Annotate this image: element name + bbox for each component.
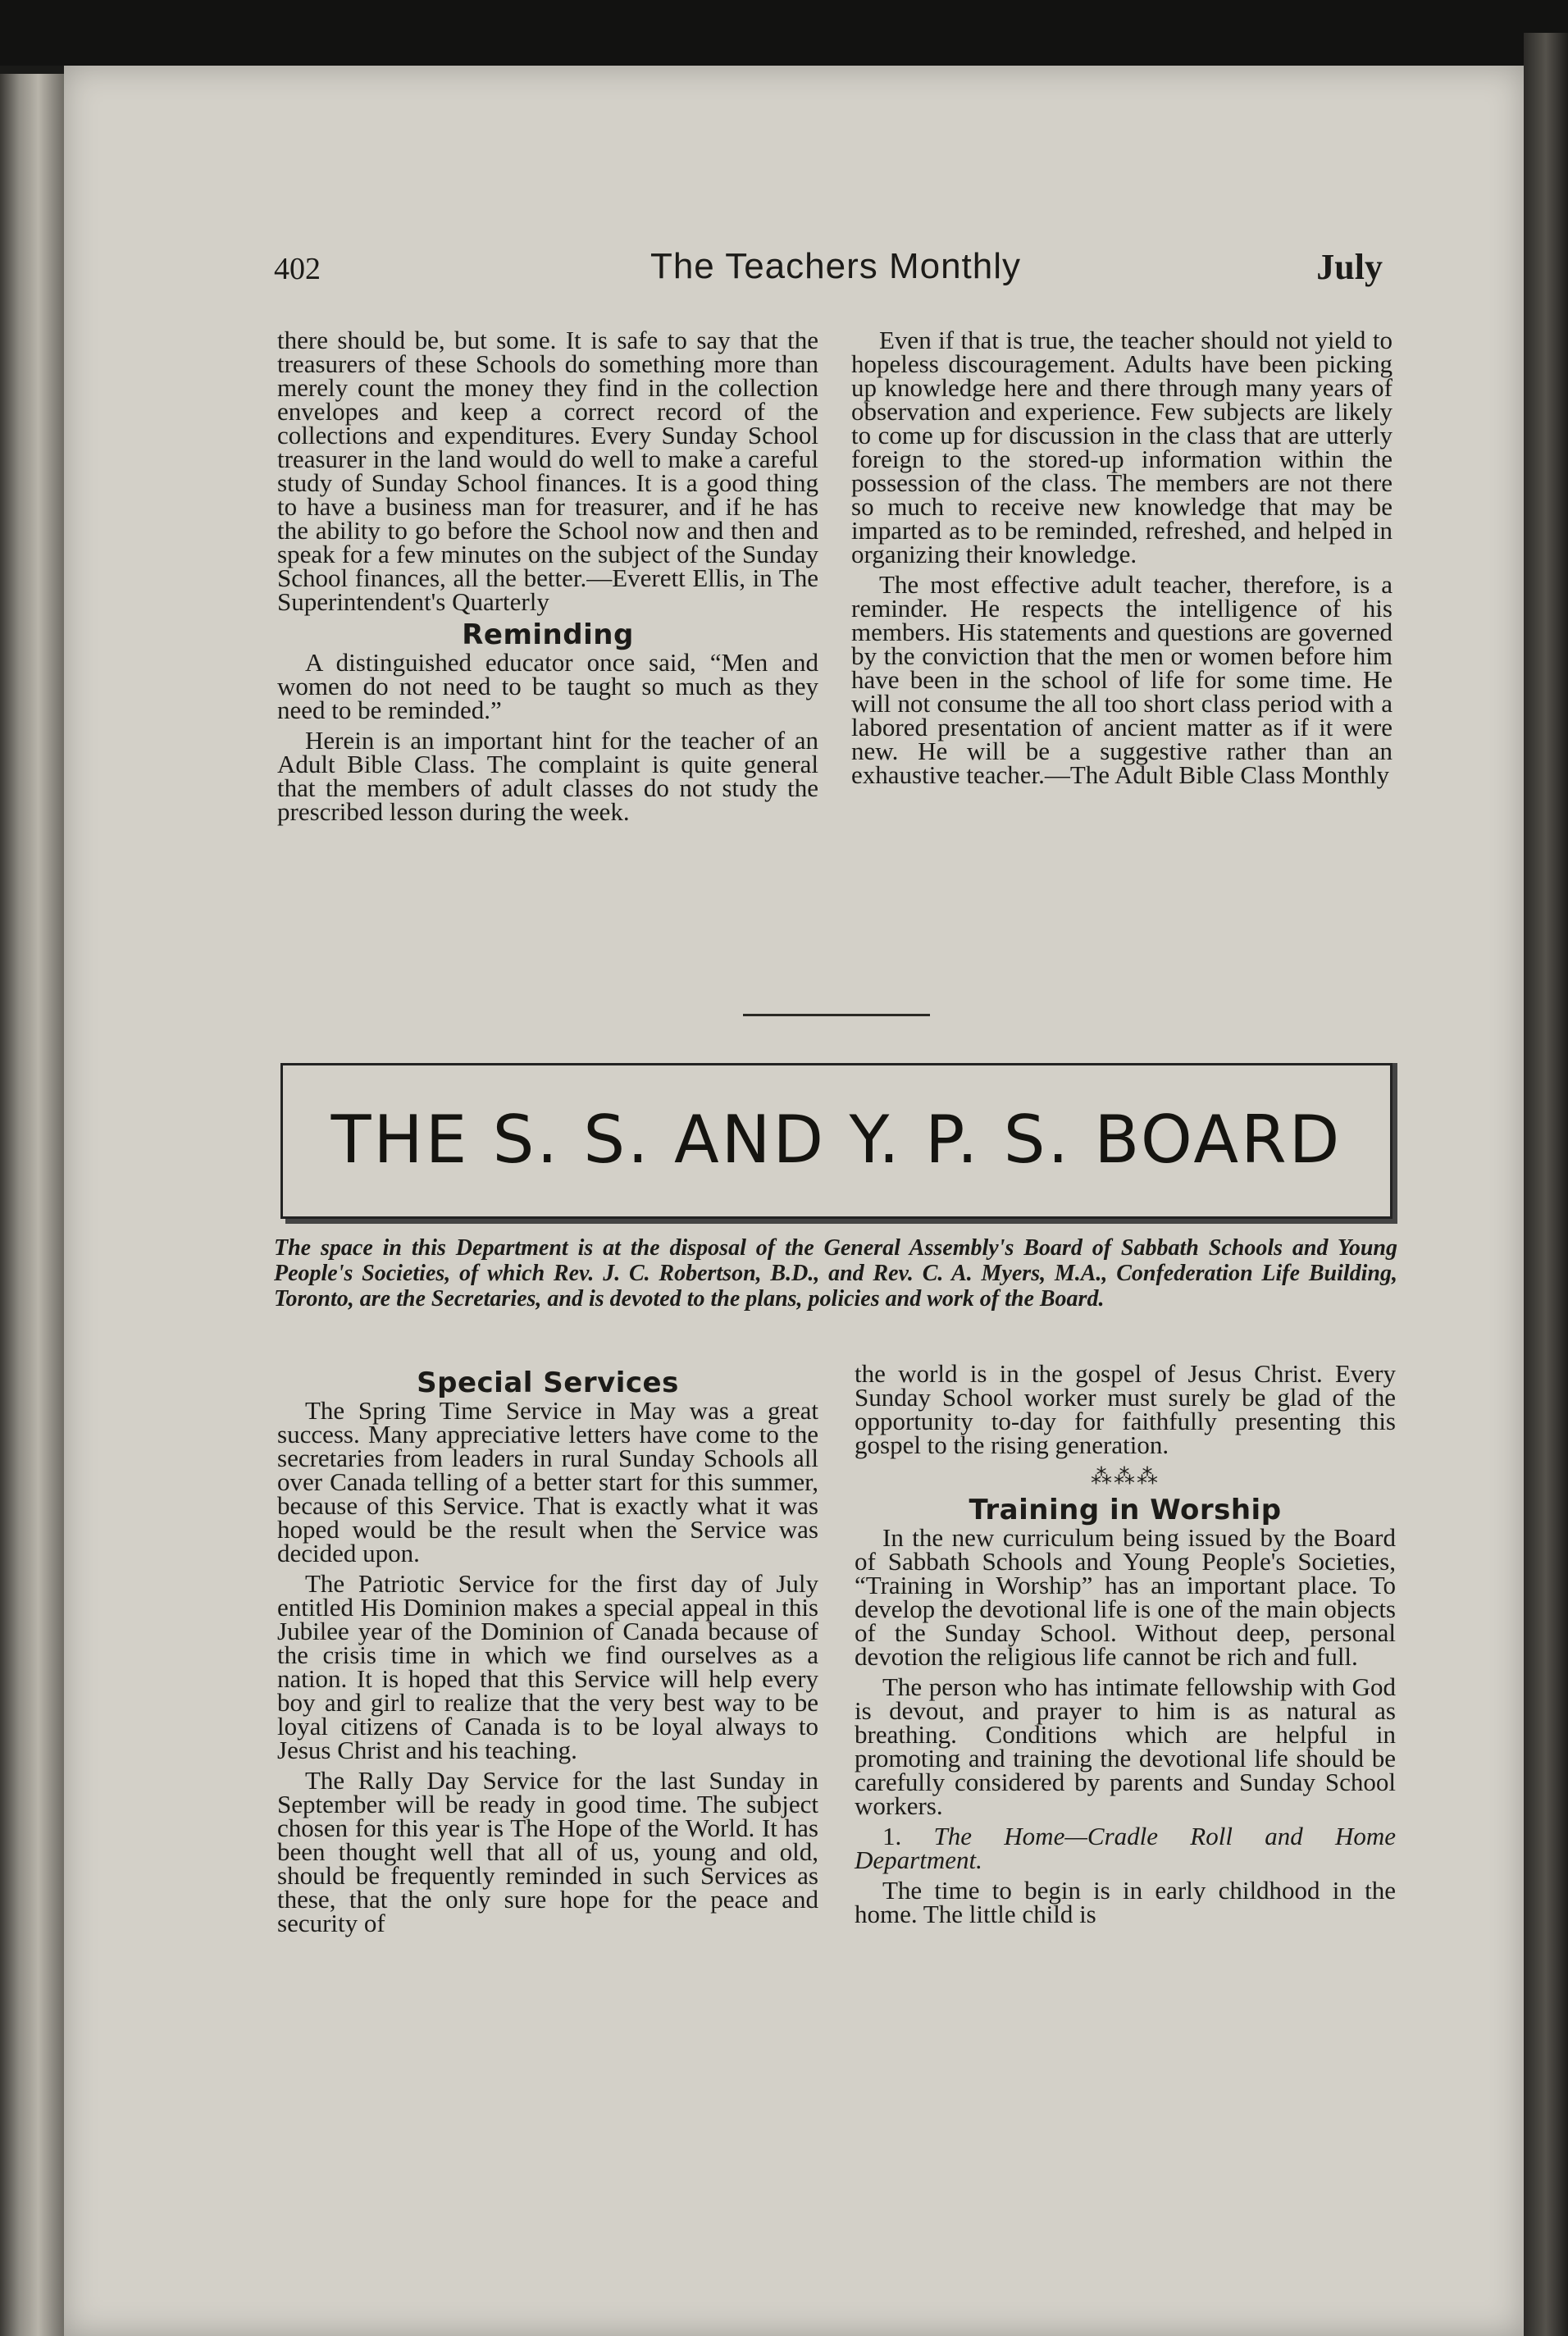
paragraph: Even if that is true, the teacher should not yield to hopeless discouragement. Adults have been picking up knowledge here and there through many years of observation and experience. Few subjects are likely to come up for discussion in the class that are utterly foreign to the stored-up information within the possession of the class. The members are not there so much to receive new knowledge that may be imparted as to be reminded, refreshed, and helped in organizing their knowledge. xyxy=(851,326,1393,568)
page-number: 402 xyxy=(274,252,321,286)
bottom-right-column xyxy=(855,1359,1397,1932)
paragraph: the world is in the gospel of Jesus Christ. Every Sunday School worker must surely be glad of the opportunity to-day for faithfully presenting this gospel to the rising generation. xyxy=(855,1359,1396,1459)
subheading-number: 1. xyxy=(882,1822,902,1850)
board-intro: The space in this Department is at the disposal of the General Assembly's Board of Sabbath Schools and Young People's Societies, of which Rev. J. C. Robertson, B.D., and Rev. C. A. Myers, M.A., Confederation Life Building, Toronto, are the Secretaries, and is devoted to the plans, policies and work of the Board. xyxy=(274,1235,1397,1312)
section-heading-reminding: Reminding xyxy=(462,618,634,651)
section-heading-special-services: Special Services xyxy=(417,1366,679,1399)
paragraph: there should be, but some. It is safe to say that the treasurers of these Schools do something more than merely count the money they find in the collection envelopes and keep a correct record of the collections and expenditures. Every Sunday School treasurer in the land would do well to make a careful study of Sunday School finances. It is a good thing to have a business man for treasurer, and if he has the ability to go before the School now and then and speak for a few minutes on the subject of the Sunday School finances, all the better.—Everett Ellis, in The Superintendent's Quarterly xyxy=(277,326,818,616)
running-head xyxy=(274,246,1397,295)
bottom-left-column xyxy=(277,1362,818,1941)
board-banner xyxy=(280,1063,1393,1219)
subheading-home xyxy=(855,1824,1396,1872)
ornament-divider: ⁂⁂⁂ xyxy=(1091,1465,1160,1489)
paragraph: In the new curriculum being issued by the Board of Sabbath Schools and Young People's Societies, “Training in Worship” has an important place. To develop the devotional life is one of the main objects of the Sunday School. Without deep, personal devotion the religious life cannot be rich and full. xyxy=(855,1523,1396,1671)
section-heading-training-in-worship: Training in Worship xyxy=(969,1494,1282,1526)
board-title: THE S. S. AND Y. P. S. BOARD xyxy=(330,1102,1342,1178)
paragraph: Herein is an important hint for the teacher of an Adult Bible Class. The complaint is quite general that the members of adult classes do not study the prescribed lesson during the week. xyxy=(277,726,818,826)
paragraph: The Rally Day Service for the last Sunday in September will be ready in good time. The subject chosen for this year is The Hope of the World. It has been thought well that all of us, young and old, should be frequently reminded in such Services as these, that the only sure hope for the peace and security of xyxy=(277,1766,818,1937)
paragraph: A distinguished educator once said, “Men and women do not need to be taught so much as they need to be reminded.” xyxy=(277,648,818,724)
journal-title: The Teachers Monthly xyxy=(650,246,1022,286)
subheading-text: The Home—Cradle Roll and Home Department. xyxy=(855,1822,1397,1874)
section-divider xyxy=(743,1014,930,1016)
paragraph: The person who has intimate fellowship with God is devout, and prayer to him is as natural as breathing. Conditions which are helpful in promoting and training the devotional life should be carefully considered by parents and Sunday School workers. xyxy=(855,1672,1396,1820)
paragraph: The time to begin is in early childhood in the home. The little child is xyxy=(855,1876,1396,1928)
scan-top-edge xyxy=(0,0,1568,66)
paragraph: The Spring Time Service in May was a great success. Many appreciative letters have come to the secretaries from leaders in rural Sunday Schools all over Canada telling of a better start for this summer, because of this Service. That is exactly what it was hoped would be the result when the Service was decided upon. xyxy=(277,1396,818,1567)
book-binding xyxy=(0,74,64,2336)
top-left-column xyxy=(277,328,818,830)
paragraph: The Patriotic Service for the first day of July entitled His Dominion makes a special appeal in this Jubilee year of the Dominion of Canada because of the crisis time in which we find ourselves as a nation. It is hoped that this Service will help every boy and girl to realize that the very best way to be loyal citizens of Canada is to be loyal always to Jesus Christ and his teaching. xyxy=(277,1569,818,1764)
paragraph: The most effective adult teacher, therefore, is a reminder. He respects the intelligence of his members. His statements and questions are governed by the conviction that the men or women before him have been in the school of life for some time. He will not consume the all too short class period with a labored presentation of ancient matter as if it were new. He will be a suggestive rather than an exhaustive teacher.—The Adult Bible Class Monthly xyxy=(851,570,1393,789)
issue-month: July xyxy=(1316,247,1383,287)
top-right-column xyxy=(851,328,1393,793)
scan-right-edge xyxy=(1524,33,1568,2336)
